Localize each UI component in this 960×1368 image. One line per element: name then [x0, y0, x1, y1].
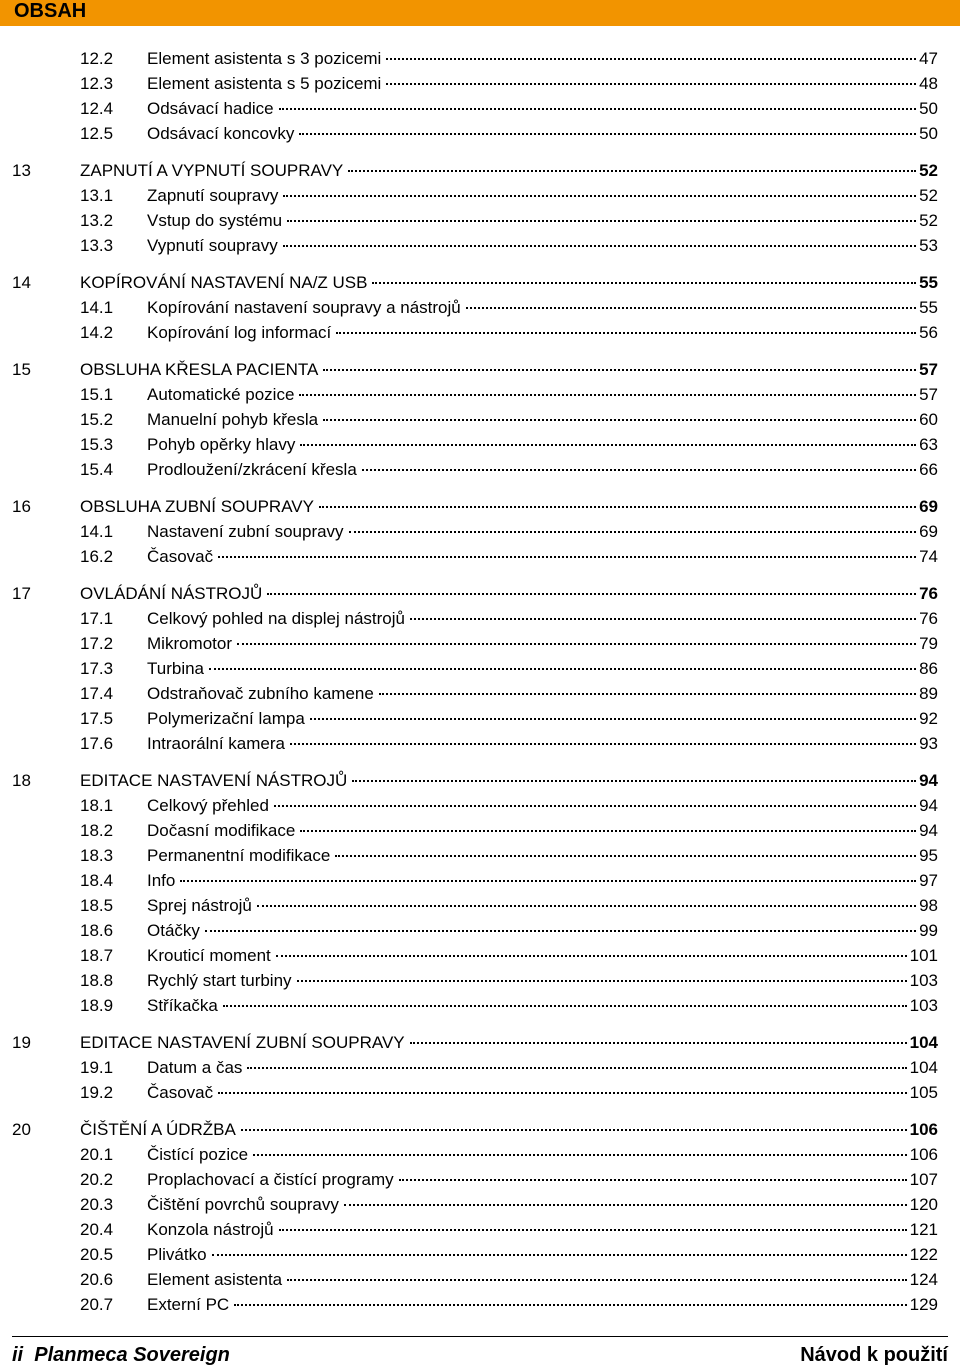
toc-entry-page: 94	[919, 796, 938, 815]
toc-entry-title: Externí PC	[147, 1295, 230, 1314]
toc-entry-number: 20.7	[80, 1295, 114, 1314]
toc-section-entry[interactable]	[0, 233, 960, 258]
toc-entry-number: 15.3	[80, 435, 114, 454]
toc-section-entry[interactable]	[0, 71, 960, 96]
toc-entry-number: 14.1	[80, 298, 114, 317]
toc-entry-page: 89	[919, 684, 938, 703]
toc-section-entry[interactable]	[0, 606, 960, 631]
dot-leader	[300, 829, 916, 832]
toc-entry-title: OBSLUHA KŘESLA PACIENTA	[80, 360, 319, 379]
toc-section-entry[interactable]	[0, 1292, 960, 1317]
toc-entry-title: Prodloužení/zkrácení křesla	[147, 460, 357, 479]
toc-entry-page: 106	[909, 1120, 938, 1139]
dot-leader	[218, 555, 916, 558]
toc-chapter-entry[interactable]	[0, 494, 960, 519]
toc-entry-title: EDITACE NASTAVENÍ ZUBNÍ SOUPRAVY	[80, 1033, 405, 1052]
dot-leader	[180, 879, 916, 882]
toc-entry-number: 18.2	[80, 821, 114, 840]
toc-entry-page: 56	[919, 323, 938, 342]
toc-entry-title: Odsávací hadice	[147, 99, 274, 118]
dot-leader	[362, 468, 916, 471]
toc-entry-page: 57	[919, 360, 938, 379]
toc-section-entry[interactable]	[0, 320, 960, 345]
toc-entry-number: 16.2	[80, 547, 114, 566]
toc-entry-page: 86	[919, 659, 938, 678]
toc-entry-number: 17.2	[80, 634, 114, 653]
toc-entry-title: Stříkačka	[147, 996, 218, 1015]
toc-entry-page: 53	[919, 236, 938, 255]
toc-entry-number: 20.4	[80, 1220, 114, 1239]
toc-chapter-entry[interactable]	[0, 768, 960, 793]
toc-chapter-entry[interactable]	[0, 1030, 960, 1055]
dot-leader	[241, 1128, 907, 1131]
toc-entry-title: Vstup do systému	[147, 211, 283, 230]
toc-entry-number: 20.5	[80, 1245, 114, 1264]
toc-entry-number: 18.4	[80, 871, 114, 890]
toc-entry-number: 20.3	[80, 1195, 114, 1214]
toc-entry-page: 101	[909, 946, 938, 965]
toc-entry-number: 12.4	[80, 99, 114, 118]
toc-entry-title: Sprej nástrojů	[147, 896, 252, 915]
dot-leader	[279, 107, 916, 110]
dot-leader	[379, 692, 916, 695]
toc-entry-title: Časovač	[147, 1083, 214, 1102]
toc-entry-title: Element asistenta s 3 pozicemi	[147, 49, 382, 68]
toc-section-entry[interactable]	[0, 96, 960, 121]
toc-entry-title: Celkový pohled na displej nástrojů	[147, 609, 405, 628]
toc-entry-title: Kopírování log informací	[147, 323, 332, 342]
dot-leader	[287, 1278, 906, 1281]
toc-entry-number: 17.6	[80, 734, 114, 753]
toc-section-entry[interactable]	[0, 968, 960, 993]
toc-chapter-entry[interactable]	[0, 270, 960, 295]
toc-entry-page: 122	[909, 1245, 938, 1264]
toc-entry-number: 20	[12, 1120, 31, 1139]
toc-entry-title: OBSLUHA ZUBNÍ SOUPRAVY	[80, 497, 314, 516]
dot-leader	[319, 505, 916, 508]
toc-section-entry[interactable]	[0, 1167, 960, 1192]
toc-entry-number: 19.1	[80, 1058, 114, 1077]
toc-entry-title: Otáčky	[147, 921, 200, 940]
toc-entry-page: 97	[919, 871, 938, 890]
toc-entry-title: Zapnutí soupravy	[147, 186, 279, 205]
toc-entry-title: Proplachovací a čistící programy	[147, 1170, 394, 1189]
toc-section-entry[interactable]	[0, 918, 960, 943]
toc-chapter-entry[interactable]	[0, 357, 960, 382]
toc-entry-title: ZAPNUTÍ A VYPNUTÍ SOUPRAVY	[80, 161, 344, 180]
toc-section-entry[interactable]	[0, 943, 960, 968]
dot-leader	[399, 1178, 907, 1181]
toc-entry-title: Info	[147, 871, 176, 890]
toc-entry-number: 12.2	[80, 49, 114, 68]
toc-section-entry[interactable]	[0, 631, 960, 656]
dot-leader	[352, 779, 916, 782]
toc-section-entry[interactable]	[0, 1142, 960, 1167]
dot-leader	[212, 1253, 907, 1256]
toc-entry-page: 94	[919, 821, 938, 840]
toc-entry-number: 15.2	[80, 410, 114, 429]
toc-entry-page: 69	[919, 497, 938, 516]
toc-entry-number: 16	[12, 497, 31, 516]
toc-entry-title: OVLÁDÁNÍ NÁSTROJŮ	[80, 584, 263, 603]
toc-entry-page: 50	[919, 99, 938, 118]
toc-entry-page: 93	[919, 734, 938, 753]
toc-entry-title: EDITACE NASTAVENÍ NÁSTROJŮ	[80, 771, 348, 790]
toc-entry-page: 52	[919, 211, 938, 230]
toc-chapter-entry[interactable]	[0, 1117, 960, 1142]
dot-leader	[410, 1041, 907, 1044]
toc-entry-title: Odsávací koncovky	[147, 124, 295, 143]
dot-leader	[274, 804, 916, 807]
dot-leader	[386, 57, 916, 60]
table-of-contents	[0, 46, 960, 1317]
dot-leader	[297, 979, 907, 982]
dot-leader	[336, 331, 916, 334]
toc-entry-title: Časovač	[147, 547, 214, 566]
toc-section-entry[interactable]	[0, 993, 960, 1018]
page-title: OBSAH	[14, 0, 87, 22]
dot-leader	[299, 393, 916, 396]
dot-leader	[279, 1228, 907, 1231]
toc-section-entry[interactable]	[0, 1080, 960, 1105]
toc-section-entry[interactable]	[0, 519, 960, 544]
header-bar	[0, 0, 960, 26]
toc-entry-page: 92	[919, 709, 938, 728]
toc-entry-title: Čištění povrchů soupravy	[147, 1195, 339, 1214]
dot-leader	[218, 1091, 906, 1094]
footer-manual-title: Návod k použití	[800, 1344, 948, 1366]
toc-entry-number: 18.1	[80, 796, 114, 815]
toc-section-entry[interactable]	[0, 382, 960, 407]
toc-entry-title: Krouticí moment	[147, 946, 271, 965]
toc-entry-page: 124	[909, 1270, 938, 1289]
dot-leader	[287, 219, 916, 222]
dot-leader	[323, 418, 916, 421]
toc-entry-page: 50	[919, 124, 938, 143]
toc-entry-title: Odstraňovač zubního kamene	[147, 684, 374, 703]
toc-entry-page: 107	[909, 1170, 938, 1189]
dot-leader	[223, 1004, 907, 1007]
toc-entry-title: Intraorální kamera	[147, 734, 285, 753]
toc-section-entry[interactable]	[0, 818, 960, 843]
toc-section-entry[interactable]	[0, 793, 960, 818]
dot-leader	[372, 281, 916, 284]
dot-leader	[234, 1303, 906, 1306]
toc-entry-number: 18.7	[80, 946, 114, 965]
toc-entry-page: 76	[919, 609, 938, 628]
dot-leader	[344, 1203, 907, 1206]
toc-entry-number: 14.1	[80, 522, 114, 541]
toc-entry-number: 15.4	[80, 460, 114, 479]
toc-entry-title: Polymerizační lampa	[147, 709, 305, 728]
toc-entry-page: 104	[909, 1058, 938, 1077]
toc-entry-title: Čistící pozice	[147, 1145, 249, 1164]
toc-entry-page: 48	[919, 74, 938, 93]
toc-section-entry[interactable]	[0, 295, 960, 320]
toc-entry-page: 98	[919, 896, 938, 915]
dot-leader	[300, 443, 916, 446]
toc-entry-page: 55	[919, 298, 938, 317]
toc-entry-number: 20.6	[80, 1270, 114, 1289]
toc-entry-title: Dočasní modifikace	[147, 821, 296, 840]
toc-section-entry[interactable]	[0, 1267, 960, 1292]
toc-entry-page: 103	[909, 971, 938, 990]
dot-leader	[237, 642, 916, 645]
toc-entry-title: Plivátko	[147, 1245, 207, 1264]
dot-leader	[335, 854, 916, 857]
toc-entry-title: Pohyb opěrky hlavy	[147, 435, 296, 454]
toc-section-entry[interactable]	[0, 1055, 960, 1080]
toc-section-entry[interactable]	[0, 1242, 960, 1267]
footer-product: Planmeca Sovereign	[34, 1344, 230, 1366]
dot-leader	[386, 82, 916, 85]
dot-leader	[323, 368, 916, 371]
toc-entry-page: 74	[919, 547, 938, 566]
toc-entry-page: 52	[919, 186, 938, 205]
toc-entry-number: 17.1	[80, 609, 114, 628]
toc-entry-title: Rychlý start turbiny	[147, 971, 292, 990]
toc-entry-page: 63	[919, 435, 938, 454]
dot-leader	[205, 929, 916, 932]
toc-entry-number: 19	[12, 1033, 31, 1052]
dot-leader	[283, 194, 916, 197]
toc-entry-number: 20.2	[80, 1170, 114, 1189]
toc-entry-number: 20.1	[80, 1145, 114, 1164]
toc-entry-title: ČIŠTĚNÍ A ÚDRŽBA	[80, 1120, 236, 1139]
toc-entry-page: 76	[919, 584, 938, 603]
toc-entry-title: Turbina	[147, 659, 205, 678]
toc-entry-title: Mikromotor	[147, 634, 233, 653]
toc-entry-number: 17.5	[80, 709, 114, 728]
dot-leader	[310, 717, 916, 720]
dot-leader	[267, 592, 916, 595]
toc-entry-page: 79	[919, 634, 938, 653]
toc-entry-number: 17	[12, 584, 31, 603]
toc-entry-title: Celkový přehled	[147, 796, 269, 815]
toc-entry-number: 13	[12, 161, 31, 180]
toc-entry-number: 18.5	[80, 896, 114, 915]
toc-entry-number: 18.6	[80, 921, 114, 940]
toc-entry-page: 99	[919, 921, 938, 940]
toc-entry-page: 94	[919, 771, 938, 790]
toc-entry-number: 15	[12, 360, 31, 379]
toc-entry-number: 17.3	[80, 659, 114, 678]
toc-entry-number: 18.3	[80, 846, 114, 865]
dot-leader	[410, 617, 916, 620]
dot-leader	[290, 742, 916, 745]
toc-entry-number: 15.1	[80, 385, 114, 404]
toc-entry-page: 129	[909, 1295, 938, 1314]
toc-chapter-entry[interactable]	[0, 158, 960, 183]
toc-entry-title: Vypnutí soupravy	[147, 236, 278, 255]
toc-entry-title: Datum a čas	[147, 1058, 243, 1077]
dot-leader	[247, 1066, 906, 1069]
toc-section-entry[interactable]	[0, 656, 960, 681]
dot-leader	[209, 667, 916, 670]
toc-entry-page: 121	[909, 1220, 938, 1239]
toc-entry-page: 52	[919, 161, 938, 180]
toc-entry-number: 13.1	[80, 186, 114, 205]
toc-entry-title: KOPÍROVÁNÍ NASTAVENÍ NA/Z USB	[80, 273, 368, 292]
toc-entry-title: Kopírování nastavení soupravy a nástrojů	[147, 298, 461, 317]
toc-section-entry[interactable]	[0, 731, 960, 756]
toc-section-entry[interactable]	[0, 544, 960, 569]
footer-left	[12, 1342, 230, 1368]
toc-section-entry[interactable]	[0, 1192, 960, 1217]
toc-section-entry[interactable]	[0, 183, 960, 208]
toc-entry-page: 106	[909, 1145, 938, 1164]
toc-entry-number: 14.2	[80, 323, 114, 342]
toc-entry-page: 66	[919, 460, 938, 479]
toc-entry-page: 69	[919, 522, 938, 541]
toc-entry-page: 57	[919, 385, 938, 404]
toc-entry-number: 13.3	[80, 236, 114, 255]
toc-entry-page: 105	[909, 1083, 938, 1102]
footer-divider	[12, 1336, 948, 1337]
toc-section-entry[interactable]	[0, 681, 960, 706]
toc-entry-title: Permanentní modifikace	[147, 846, 331, 865]
dot-leader	[348, 169, 916, 172]
toc-section-entry[interactable]	[0, 121, 960, 146]
toc-entry-title: Konzola nástrojů	[147, 1220, 274, 1239]
footer-page-number: ii	[12, 1344, 24, 1366]
toc-section-entry[interactable]	[0, 208, 960, 233]
toc-entry-title: Element asistenta	[147, 1270, 283, 1289]
toc-section-entry[interactable]	[0, 706, 960, 731]
toc-section-entry[interactable]	[0, 432, 960, 457]
toc-section-entry[interactable]	[0, 1217, 960, 1242]
toc-section-entry[interactable]	[0, 407, 960, 432]
toc-entry-page: 95	[919, 846, 938, 865]
toc-entry-page: 60	[919, 410, 938, 429]
toc-entry-number: 13.2	[80, 211, 114, 230]
toc-entry-number: 19.2	[80, 1083, 114, 1102]
toc-entry-page: 120	[909, 1195, 938, 1214]
toc-entry-number: 18	[12, 771, 31, 790]
toc-entry-page: 104	[909, 1033, 938, 1052]
toc-entry-number: 12.5	[80, 124, 114, 143]
toc-entry-number: 18.8	[80, 971, 114, 990]
toc-entry-title: Automatické pozice	[147, 385, 295, 404]
toc-entry-title: Element asistenta s 5 pozicemi	[147, 74, 382, 93]
dot-leader	[466, 306, 916, 309]
dot-leader	[283, 244, 916, 247]
toc-entry-page: 55	[919, 273, 938, 292]
dot-leader	[276, 954, 907, 957]
toc-entry-title: Manuelní pohyb křesla	[147, 410, 319, 429]
dot-leader	[299, 132, 916, 135]
toc-chapter-entry[interactable]	[0, 581, 960, 606]
toc-entry-number: 18.9	[80, 996, 114, 1015]
toc-entry-number: 17.4	[80, 684, 114, 703]
toc-section-entry[interactable]	[0, 893, 960, 918]
dot-leader	[253, 1153, 907, 1156]
toc-section-entry[interactable]	[0, 46, 960, 71]
toc-entry-number: 12.3	[80, 74, 114, 93]
toc-entry-title: Nastavení zubní soupravy	[147, 522, 344, 541]
toc-entry-page: 47	[919, 49, 938, 68]
toc-section-entry[interactable]	[0, 843, 960, 868]
dot-leader	[257, 904, 916, 907]
toc-entry-page: 103	[909, 996, 938, 1015]
toc-section-entry[interactable]	[0, 868, 960, 893]
toc-entry-number: 14	[12, 273, 31, 292]
dot-leader	[349, 530, 917, 533]
toc-section-entry[interactable]	[0, 457, 960, 482]
